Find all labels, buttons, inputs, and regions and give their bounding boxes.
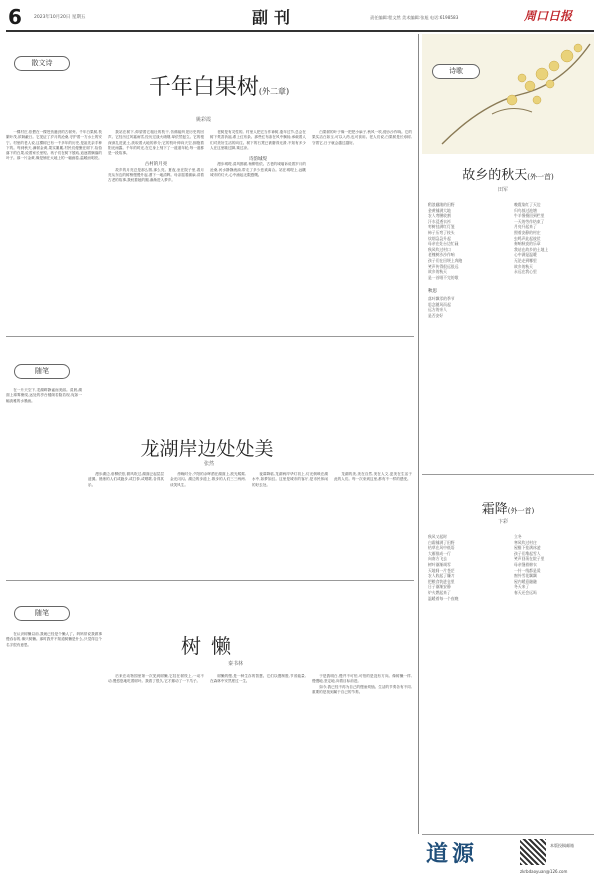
article-col-2 <box>88 472 164 574</box>
article-col-2 <box>108 674 204 872</box>
poem-line: 金黄铺满大地 <box>428 207 451 213</box>
poem-line: 枯草在风中低语 <box>428 545 455 551</box>
poem-subtitle: 秋思 <box>428 289 437 294</box>
column-divider <box>418 34 419 834</box>
poem-line: 照着安静的村庄 <box>514 229 541 235</box>
poem-line: 孩子们在田埂上奔跑 <box>428 257 463 263</box>
poetry-header-art <box>422 34 594 154</box>
paragraph: 龙湖的美,美在自然,美在人文,更美在生活于此的人们。每一次来到这里,都有不一样的感受。 <box>334 472 412 482</box>
poem-line: 屋檐下挂满冰凌 <box>514 545 541 551</box>
poem-stanza-right <box>514 202 594 275</box>
poem-line: 温暖着每一个夜晚 <box>428 595 459 601</box>
poem-divider <box>422 474 594 475</box>
poem-line: 永远在我心里 <box>514 269 537 275</box>
article-longhu <box>6 338 414 578</box>
issue-date: 2023年10月20日 星期五 <box>34 15 86 20</box>
paragraph: 夜幕降临,龙湖两岸华灯初上,灯光倒映在湖水中,如梦如幻。这里是城市的客厅,是市民休闲的好去处。 <box>252 472 328 487</box>
poem-line: 归鸟掠过池塘 <box>514 207 537 213</box>
article-title: 龙湖岸边处处美 <box>140 438 274 460</box>
article-title-suffix: (外二章) <box>258 87 290 96</box>
article-sloth <box>6 582 414 877</box>
article-title-main: 千年白果树 <box>148 75 259 100</box>
poem-line: 老槐树沙沙作响 <box>428 252 455 258</box>
poem-stanza-sub <box>428 296 508 318</box>
poem-line: 炉火燃起来了 <box>428 589 451 595</box>
poem-line: 月亮升起来了 <box>514 224 537 230</box>
poem-line: 把粮食装进仓里 <box>428 578 455 584</box>
article-col-3 <box>210 674 306 872</box>
poem-line: 炊烟袅袅升起 <box>428 235 451 241</box>
poem-line: 春天还会远吗 <box>514 589 537 595</box>
article-col-5 <box>334 472 412 574</box>
poem-line: 立冬 <box>514 534 522 539</box>
paragraph: 老树是有灵性的。村里人把它当作神树,逢年过节,总会在树下焚香祈福,系上红布条。那些红布条在风中飘扬,承载着人们对美好生活的向往。树下的石凳已被磨得光滑,不知有多少人在这里歇过脚,乘过凉。 <box>210 130 306 150</box>
poem-line: 柿子压弯了枝头 <box>428 229 455 235</box>
poem-line: 一天的劳作结束了 <box>514 218 545 224</box>
paragraph: 白果树的叶子像一把把小扇子,秋风一吹,便沙沙作响。它的果实洁白如玉,可以入药,也可食用。老人们说,白果树是长寿树,守着它,日子就会越过越好。 <box>312 130 412 145</box>
column-tag: 随笔 <box>14 606 70 621</box>
paragraph: 傍晚时分,夕阳的余晖洒在湖面上,波光粼粼,金光闪闪。湖边的步道上,散步的人们三三两两,谈笑风生。 <box>170 472 246 487</box>
poem-line: 牛羊慢慢回到栏里 <box>514 213 545 219</box>
poem-line: 一针一线都是爱 <box>514 567 541 573</box>
footer-column-name: 道源 <box>426 841 479 867</box>
column-tag: 随笔 <box>14 364 70 379</box>
qr-code-icon <box>520 839 546 865</box>
section-title: 副刊 <box>252 8 297 27</box>
footer-box <box>422 834 594 878</box>
poem-line: 思念随风而起 <box>428 301 451 307</box>
poem-line: 农人弯腰收割 <box>428 213 451 219</box>
poem-line: 秋风又起时 <box>428 534 447 539</box>
poem-author: 卞彩 <box>498 519 509 525</box>
footer-email[interactable]: zkrbdaoyuan@126.com <box>520 869 568 874</box>
poem-title-main: 霜降 <box>481 502 508 517</box>
article-col-1 <box>6 632 102 872</box>
paragraph: 漫步湖边,垂柳依依,微风吹过,湖面泛起层层涟漪。晨练的人们或跑步,或打拳,或唱歌,各得其乐。 <box>88 472 164 487</box>
poem-line: 农人收起了镰刀 <box>428 573 455 579</box>
poem-line: 冬天来了 <box>514 584 530 590</box>
paragraph: 我站在树下,仰望着它粗壮的枝干,仿佛能听见历史的回声。它经历过风霜雨雪,经历过战火硝烟,却依然挺立。它的根深深扎进泥土,汲取着大地的养分;它的枝叶伸向天空,拥抱着阳光雨露。千年的时光,在它身上刻下了一道道年轮,每一道都是一段故事。 <box>108 130 204 156</box>
article-title <box>114 70 324 101</box>
poem-line: 笑声回荡在院子里 <box>514 556 545 562</box>
article-col-1 <box>6 388 82 574</box>
poem-stanza-left <box>428 202 508 280</box>
poem-line: 故乡的秋天 <box>428 269 447 275</box>
subsection-title: 古村的月亮 <box>144 162 168 168</box>
article-col-4 <box>312 130 412 330</box>
poem-title <box>422 164 594 183</box>
paragraph: 一棵村庄,依偎在一棵苍劲遒劲的古树旁。千年白果树,枝繁叶茂,浓荫蔽日。它见证了岁月的沧桑,守护着一方水土的安宁。村里的老人说,这棵树已有一千多年的历史,是祖先亲手种下的。每到秋天,满树金黄,果实累累,村民们便聚在树下,捡拾落下的白果,说着家长里短。孩子们在树下嬉戏,追逐着飘落的叶子。那一片金黄,像是铺在大地上的一幅画卷,温暖而明亮。 <box>6 130 102 161</box>
poem-line: 汗水浸透衣衫 <box>428 218 451 224</box>
poem-line: 秋风吹过村口 <box>428 246 451 252</box>
poem-line: 远方的亲人 <box>428 307 447 313</box>
page-number: 6 <box>8 5 22 29</box>
section-divider <box>6 580 414 581</box>
poem-line: 虫鸣声此起彼伏 <box>514 235 541 241</box>
poem-line: 故乡的秋天 <box>514 263 533 269</box>
poem-title-suffix: (外一首) <box>527 173 554 181</box>
poem-line: 向南方飞去 <box>428 556 447 562</box>
column-tag: 诗歌 <box>432 64 480 79</box>
ginkgo-branch-illustration <box>422 34 594 154</box>
poem-line: 无论走到哪里 <box>514 257 537 263</box>
poem-line: 窗外雪花飘飘 <box>514 573 537 579</box>
article-author: 姚彩霞 <box>196 117 212 123</box>
paragraph: 在认识树懒以前,我就已经是个懒人了。妈妈常说我做事慢吞吞的,像只树懒。那时我并不知道树懒是什么,只觉得这个名字很有意思。 <box>6 632 102 647</box>
article-col-4 <box>252 472 328 574</box>
editor-credits: 责任编辑:程文然 美术编辑:张旭 电话:6198583 <box>370 15 459 20</box>
paragraph: 后来在动物园里第一次见到树懒,它挂在树枝上,一动不动,慢悠悠地吃着树叶。我看了很久,它才挪动了一下爪子。 <box>108 674 204 684</box>
poem-line: 心中满是温暖 <box>514 252 537 258</box>
section-divider <box>6 336 414 337</box>
poem-line: 稻浪翻滚的田野 <box>428 202 455 207</box>
paragraph: 故乡的月亮总是那么圆,那么亮。夏夜,坐在院子里,看月亮从东边的树梢慢慢升起,洒下一地清辉。母亲摇着蒲扇,讲着古老的故事,我枕着她的腿,渐渐进入梦乡。 <box>108 167 204 183</box>
article-author: 张然 <box>204 461 215 467</box>
column-tag: 散文诗 <box>14 56 70 71</box>
header-divider <box>6 30 594 32</box>
poem-stanza-left <box>428 534 508 601</box>
poem-line: 我站在故乡的土地上 <box>514 246 549 252</box>
article-author: 秦书林 <box>228 661 244 667</box>
newspaper-logo: 周口日报 <box>524 9 573 23</box>
paragraph: 漫步城堤,清风拂面,杨柳依依。古老的城墙诉说着岁月的沧桑,河水静静流淌,带走了多少悲欢离合。站在城堤上,远眺城市的灯火,心中涌起无限感慨。 <box>210 162 306 178</box>
poem-line: 屋内暖意融融 <box>514 578 537 584</box>
poem-title-suffix: (外一首) <box>507 507 535 515</box>
article-col-3 <box>170 472 246 574</box>
article-title: 树懒 <box>181 634 241 658</box>
paragraph: 于是我明白,慢并不可怕,可怕的是没有方向。像树懒一样,慢慢地,坚定地,向着目标前进。 <box>312 674 412 684</box>
article-col-1 <box>6 130 102 330</box>
poem-line: 落叶飘零的季节 <box>428 296 455 301</box>
poem-line: 树叶渐渐凋零 <box>428 561 451 567</box>
poem-line: 枣树挂满红灯笼 <box>428 224 455 230</box>
poem-title-main: 故乡的秋天 <box>462 168 528 183</box>
poem-line: 日子渐渐安静 <box>428 584 451 590</box>
subsection-title: 诗韵城堤 <box>249 157 267 163</box>
paragraph: 如今,我已经不再为自己的慢而烦恼。生活的节奏各有不同,重要的是找到属于自己的节奏。 <box>312 684 412 694</box>
poem-line: 奏响秋夜的乐章 <box>514 241 541 247</box>
paragraph: 在一片天空下,龙湖畔静谧而美丽。清晨,湖面上薄雾缭绕,远处的亭台楼阁若隐若现,宛如一幅淡雅的水墨画。 <box>6 388 82 403</box>
poem-line: 笑声传得很远很远 <box>428 263 459 269</box>
poem-line: 寒风吹过村庄 <box>514 539 537 545</box>
poetry-column <box>422 34 594 834</box>
article-ginkgo <box>6 34 414 334</box>
poem-line: 白霜铺满了田野 <box>428 539 455 545</box>
poem-line: 孩子们堆起雪人 <box>514 550 541 556</box>
article-col-2 <box>108 130 204 330</box>
poem-line: 母亲缝着棉衣 <box>514 561 537 567</box>
poem-author: 田军 <box>498 187 509 193</box>
poem-line: 天地间一片苍茫 <box>428 567 455 573</box>
poem-line: 晚霞染红了天边 <box>514 202 541 207</box>
poem-stanza-right <box>514 534 594 596</box>
poem-title <box>422 498 594 517</box>
paragraph: 树懒的慢,是一种生存的智慧。它们以慢制胜,节省能量,在森林中安然度过一生。 <box>210 674 306 684</box>
poem-line: 是否安好 <box>428 312 444 318</box>
footer-note: 本版投稿邮箱 <box>550 843 574 848</box>
poem-line: 是一首唱不完的歌 <box>428 274 459 280</box>
poem-line: 大雁排成一行 <box>428 550 451 556</box>
article-col-3 <box>210 130 306 330</box>
poem-line: 母亲在灶台边忙碌 <box>428 241 459 247</box>
page-header <box>0 0 600 30</box>
article-col-4 <box>312 674 412 872</box>
